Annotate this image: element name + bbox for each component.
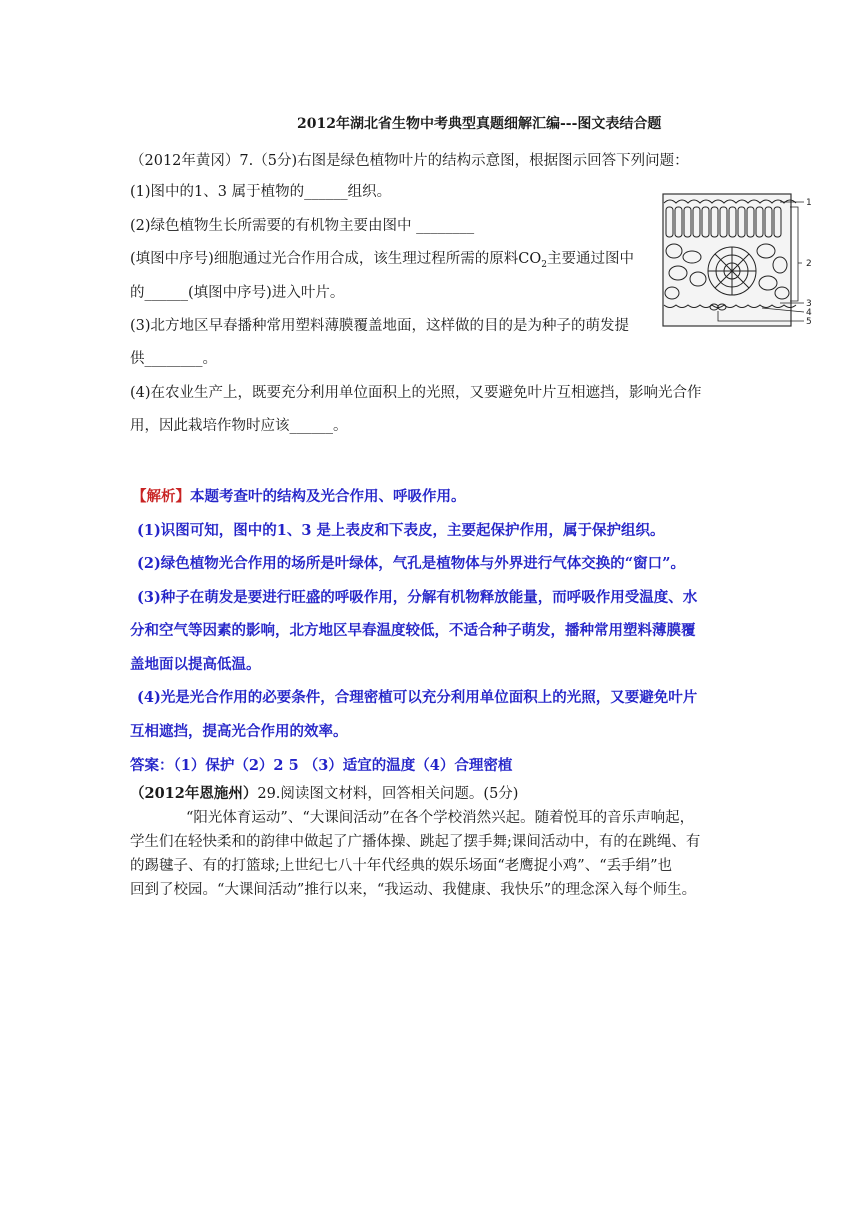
- co2-subscript: 2: [541, 259, 548, 270]
- analysis-line-3b: 分和空气等因素的影响，北方地区早春温度较低，不适合种子萌发，播种常用塑料薄膜覆: [130, 622, 696, 639]
- figure-label-3: 3: [806, 299, 812, 309]
- analysis-line-3a: (3)种子在萌发是要进行旺盛的呼吸作用，分解有机物释放能量，而呼吸作用受温度、水: [137, 589, 698, 606]
- passage-line-2: 学生们在轻快柔和的韵律中做起了广播体操、跳起了摆手舞;课间活动中，有的在跳绳、有: [130, 834, 701, 850]
- analysis-line-1: (1)识图可知，图中的1、3 是上表皮和下表皮，主要起保护作用，属于保护组织。: [137, 522, 665, 539]
- question-line-4: 的______(填图中序号)进入叶片。: [130, 285, 345, 301]
- question-line-5: (3)北方地区早春播种常用塑料薄膜覆盖地面，这样做的目的是为种子的萌发提: [130, 318, 630, 334]
- question-line-3: [130, 247, 634, 270]
- analysis-heading: [132, 485, 466, 506]
- figure-label-5: 5: [806, 317, 812, 327]
- analysis-tag: 【解析】: [132, 488, 190, 505]
- question-line-7: (4)在农业生产上，既要充分利用单位面积上的光照，又要避免叶片互相遮挡，影响光合作: [130, 385, 702, 401]
- figure-label-2: 2: [806, 259, 812, 269]
- question-line-1: (1)图中的1、3 属于植物的______组织。: [130, 184, 392, 200]
- passage-line-4: 回到了校园。“大课间活动”推行以来，“我运动、我健康、我快乐”的理念深入每个师生。: [130, 882, 697, 898]
- question-2-heading: [130, 782, 518, 803]
- answer-line: 答案：（1）保护（2）2 5 （3）适宜的温度（4）合理密植: [130, 757, 513, 774]
- analysis-line-4b: 互相遮挡，提高光合作用的效率。: [130, 723, 348, 740]
- figure-label-4: 4: [806, 308, 812, 318]
- question-line-6: 供________。: [130, 351, 217, 367]
- question-line-8: 用，因此栽培作物时应该______。: [130, 418, 348, 434]
- question-line-2: (2)绿色植物生长所需要的有机物主要由图中 ________: [130, 218, 475, 234]
- analysis-head-text: 本题考查叶的结构及光合作用、呼吸作用。: [190, 488, 466, 505]
- leaf-structure-figure: [662, 193, 832, 327]
- analysis-line-2: (2)绿色植物光合作用的场所是叶绿体，气孔是植物体与外界进行气体交换的“窗口”。: [137, 555, 685, 572]
- question-2-source: （2012年恩施州）: [130, 785, 258, 802]
- analysis-line-4a: (4)光是光合作用的必要条件，合理密植可以充分利用单位面积上的光照，又要避免叶片: [137, 689, 698, 706]
- question-line-3-a: (填图中序号)细胞通过光合作用合成，该生理过程所需的原料CO: [130, 251, 542, 267]
- analysis-line-3c: 盖地面以提高低温。: [130, 656, 261, 673]
- question-line-3-b: 主要通过图中: [547, 251, 635, 267]
- passage-line-3: 的踢毽子、有的打篮球;上世纪七八十年代经典的娱乐场面“老鹰捉小鸡”、“丢手绢”也: [130, 858, 673, 874]
- page-title: 2012年湖北省生物中考典型真题细解汇编---图文表结合题: [297, 116, 662, 132]
- question-intro: （2012年黄冈）7.（5分)右图是绿色植物叶片的结构示意图，根据图示回答下列问题：: [130, 153, 689, 169]
- passage-line-1: “阳光体育运动”、“大课间活动”在各个学校消然兴起。随着悦耳的音乐声响起，: [186, 810, 695, 826]
- question-2-prompt: 29.阅读图文材料，回答相关问题。(5分): [257, 786, 519, 802]
- figure-label-1: 1: [806, 198, 812, 208]
